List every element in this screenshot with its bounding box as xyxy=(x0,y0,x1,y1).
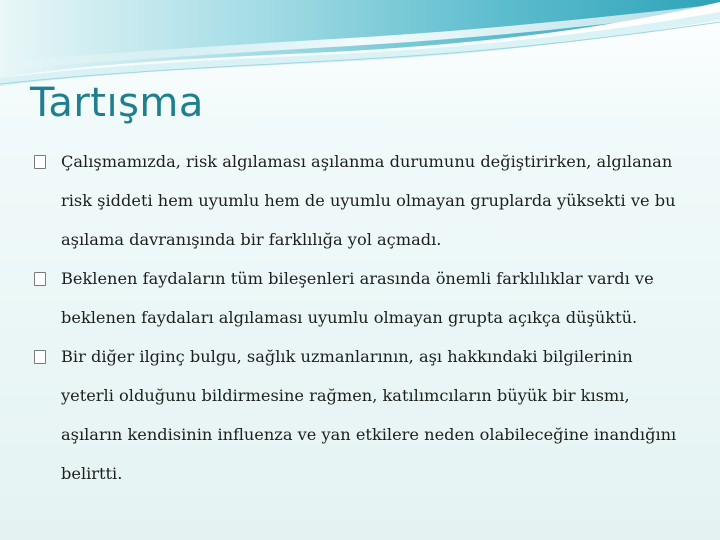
bullet-text: Beklenen faydaların tüm bileşenleri arasında önemli farklılıklar vardı ve beklenen faydaları algılaması uyumlu olmayan grupta açıkça düşüktü. xyxy=(61,269,654,327)
bullet-list xyxy=(34,142,684,493)
bullet-item-1 xyxy=(34,142,684,259)
bullet-text: Bir diğer ilginç bulgu, sağlık uzmanlarının, aşı hakkındaki bilgilerinin yeterli olduğunu bildirmesine rağmen, katılımcıların büyük bir kısmı, aşıların kendisinin influenza ve yan etkilere neden olabileceğine inandığını belirtti. xyxy=(61,347,677,483)
bullet-item-2 xyxy=(34,259,684,337)
bullet-item-3 xyxy=(34,337,684,493)
missing-glyph-box-icon xyxy=(34,155,46,169)
bullet-text: Çalışmamızda, risk algılaması aşılanma durumunu değiştirirken, algılanan risk şiddeti hem uyumlu hem de uyumlu olmayan gruplarda yüksekti ve bu aşılama davranışında bir farklılığa yol açmadı. xyxy=(61,152,676,249)
missing-glyph-box-icon xyxy=(34,272,46,286)
missing-glyph-box-icon xyxy=(34,350,46,364)
slide-title: Tartışma xyxy=(30,80,204,126)
